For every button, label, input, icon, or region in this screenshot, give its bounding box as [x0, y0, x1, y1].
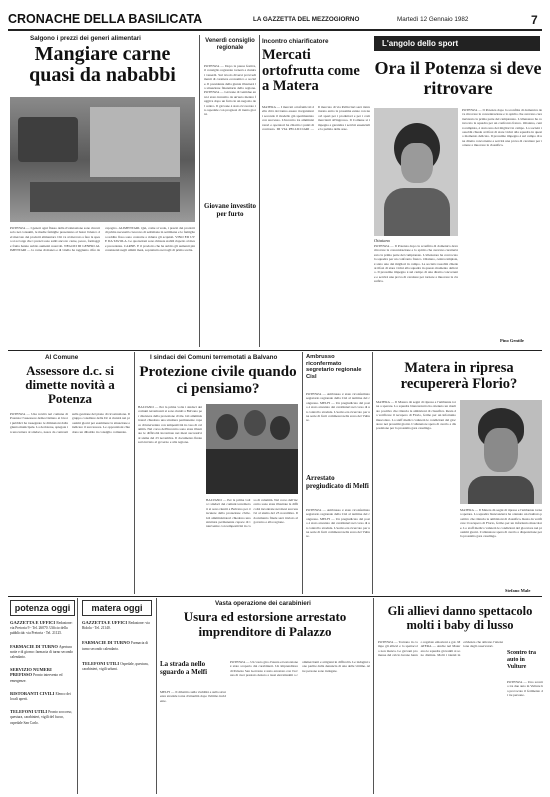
story9-side-body: MELFI — Il dibattito sulla viabilità e sulla sicurezza stradale torna d'attualità dopo l'ultimo incidente.	[160, 690, 226, 703]
story5-kicker: Al Comune	[45, 354, 79, 361]
newspaper-name: LA GAZZETTA DEL MEZZOGIORNO	[253, 16, 360, 23]
story8-body: MATERA — Il Matera dà segni di ripresa e l'ambiente torna a sperare. La squadra biancazzurra ha ottenuto un risultato positivo che rilancia le ambizioni di classifica. Resta da verificare il recupero di Florio, fermo per un infortunio muscolare. Lo staff medico valuterà le condizioni del giocatore nei prossimi giorni. L'allenatore spera di averlo a disposizione per la prossima gara casalinga.	[376, 400, 456, 431]
story3-body: MATERA — I mercati ortofrutticoli della città dovranno essere riorganizzati secondo il modello già sperimentato con successo. L'incontro tra amministratori e operatori ha chiarito i punti di contrasto. DI VIA PELLICCIARI — Il mercato di via Pellicciari sarà ristrutturato entro la prossima estate con nuovi spazi per i produttori e per i commercianti all'ingrosso. Il Comune si impegna a garantire i servizi essenziali e la pulizia delle aree.	[262, 105, 370, 132]
story5-title: Assessore d.c. si dimette novità a Potenza	[25, 363, 115, 406]
story8-body-col2: MATERA — Il Matera dà segni di ripresa e l'ambiente torna a sperare. La squadra biancazzurra ha ottenuto un risultato positivo che rilancia le ambizioni di classifica. Resta da verificare il recupero di Florio, fermo per un infortunio muscolare. Lo staff medico valuterà le condizioni del giocatore nei prossimi giorni. L'allenatore spera di averlo a disposizione per la prossima gara casalinga.	[460, 508, 542, 539]
section-title: CRONACHE DELLA BASILICATA	[8, 12, 203, 26]
story2-kicker: Venerdì consiglio regionale	[205, 38, 255, 51]
story7-body: POTENZA — Ambrusso è stato riconfermato segretario regionale della Cisl al termine del congresso. MELFI — Un pregiudicato del posto è stato arrestato dai carabinieri nel corso di un controllo stradale. L'uomo era ricercato per una serie di furti commessi nella zona del Vulture.	[306, 392, 370, 423]
story4-body: POTENZA — Il Potenza dopo la sconfitta di domenica deve ritrovare la concentrazione e lo spirito che avevano caratterizzato la prima parte del campionato. L'allenatore ha convocato la squadra per un confronto franco. Ottaiano, centrocampista, è stato uno dei migliori in campo. La società rossoblù chiede ai tifosi di stare vicini alla squadra in questo momento delicato. Il prossimo impegno è sul campo di una diretta concorrente e servirà una prova di carattere per tornare a muovere la classifica.	[374, 244, 458, 284]
story7-body-2: POTENZA — Ambrusso è stato riconfermato segretario regionale della Cisl al termine del congresso. MELFI — Un pregiudicato del posto è stato arrestato dai carabinieri nel corso di un controllo stradale. L'uomo era ricercato per una serie di furti commessi nella zona del Vulture.	[306, 508, 370, 539]
story4-title: Ora il Potenza si deve ritrovare	[374, 58, 542, 98]
potenza-oggi-item: SERVIZIO NUMERI PREFISSO Pronto intervento ed emergenze.	[10, 667, 63, 683]
story4-kicker: L'angolo dello sport	[374, 36, 540, 51]
story8-byline: Stefano Male	[505, 588, 531, 593]
potenza-oggi-list	[10, 620, 74, 792]
story2-title: Giovane investito per furto	[204, 202, 256, 218]
story3-title: Mercati ortofrutta come a Matera	[262, 47, 360, 94]
story6-kicker: I sindaci dei Comuni terremotati a Balvano	[150, 354, 278, 361]
story2-body: POTENZA — Dopo la pausa festiva, il consiglio regionale tornerà a riunirsi venerdì. Sul tavolo diversi provvedimenti di carattere economico e sociale. Il presidente della giunta illustrerà la situazione finanziaria della regione. POTENZA — Giovane di ventidue anni è stato investito da un'auto mentre fuggiva dopo un furto in un negozio del centro. Il giovane è stato ricoverato in ospedale con prognosi di trenta giorni.	[204, 64, 256, 117]
story6-body-col2: BALVANO — Per la prima volta i sindaci dei comuni terremotati si sono riuniti a Balvano per discutere della protezione civile. Gli amministratori chiedono una struttura permanente capace di intervenire con tempestività in caso di calamità. Nel corso dell'incontro sono state illustrate le difficoltà incontrate nei mesi successivi al sisma del 23 novembre. Il documento finale sarà inviato al governo e alla regione.	[206, 498, 298, 529]
story4-photo	[374, 108, 458, 236]
story4-body-col: POTENZA — Il Potenza dopo la sconfitta di domenica deve ritrovare la concentrazione e lo spirito che avevano caratterizzato la prima parte del campionato. L'allenatore ha convocato la squadra per un confronto franco. Ottaiano, centrocampista, è stato uno dei migliori in campo. La società rossoblù chiede ai tifosi di stare vicini alla squadra in questo momento delicato. Il prossimo impegno è sul campo di una diretta concorrente e servirà una prova di carattere per tornare a muovere la classifica.	[462, 108, 542, 148]
story1-body: POTENZA — I generi ogni flusso della rivalutazione sono rincari solo nei consumi, le medie famiglie presentano al bazar l'elenco del mercato dei prodotti alimentari. Chi va al mercato a fare la spesa si accorge che i prezzi sono saliti ancora: carne, pesce, formaggi e frutta hanno subito aumenti notevoli. NEGOZI DI GENERI ALIMENTARI — la carne di manzo e di vitello ha raggiunto cifre da capogiro. ALIMENTARI. Qui, come si vede, i prezzi dei prodotti di prima necessità crescono di settimana in settimana e le famiglie a reddito fisso sono costrette a ridurre gli acquisti. VINO ED UVE DA TAVOLA. Le quotazioni sono rimaste stabili rispetto al mese precedente. CARNE. E il prodotto che ha subito gli aumenti più consistenti negli ultimi mesi, soprattutto nei tagli di prima scelta.	[10, 226, 195, 253]
story1-title: Mangiare carne quasi da nababbi	[29, 43, 176, 86]
matera-oggi-list	[82, 620, 152, 792]
potenza-oggi-item: RISTORANTI CIVILI Elenco dei locali aperti.	[10, 690, 71, 702]
story4-photo-caption: Ottaiano	[374, 238, 391, 243]
potenza-oggi-item: GAZZETTA E UFFICI Redazione: via Pretoria 9 - Tel. 26070. Ufficio della pubblicità: via Pretoria - Tel. 21125.	[10, 620, 73, 636]
story3-kicker: Incontro chiarificatore	[262, 38, 329, 45]
story10-title: Gli allievi danno spettacolo molti i baby di lusso	[387, 604, 533, 632]
story1-photo	[10, 97, 195, 222]
page-number: 7	[531, 13, 538, 27]
potenza-oggi-item: TELEFONI UTILI Pronto soccorso, questura, carabinieri, vigili del fuoco, ospedale San Carlo.	[10, 709, 73, 725]
matera-oggi-title: matera oggi	[82, 600, 152, 616]
story7-kicker: Ambrusso riconfermato segretario regionale Cisl	[306, 354, 362, 380]
matera-oggi-item: TELEFONI UTILI Ospedale, questura, carabinieri, vigili urbani.	[82, 660, 149, 672]
issue-date: Martedì 12 Gennaio 1982	[397, 16, 469, 23]
story10-body: POTENZA — Tornano in campo gli allievi e lo spettacolo non manca. Le giovani promesse del calcio lucano hanno regalato emozioni e gol. MATERA — Anche nel Materano le squadre giovanili si sono distinte. Molti i talenti in evidenza che attirano l'attenzione degli osservatori.	[378, 640, 503, 658]
story10-side-body: POTENZA — Uno scontro tra due auto in Vulture ha provocato il ferimento di tre persone.	[507, 680, 543, 698]
story8-photo	[460, 400, 542, 504]
story1-kicker: Salgono i prezzi dei generi alimentari	[30, 35, 141, 42]
story10-side-title: Scontro tra auto in Vulture	[507, 650, 537, 670]
matera-oggi-item: FARMACIE DI TURNO Farmacia di turno secondo calendario.	[82, 640, 149, 651]
story4-byline: Pino Gentile	[500, 338, 524, 343]
potenza-oggi-title: potenza oggi	[10, 600, 75, 616]
story9-body: POTENZA — Un vasto giro d'usura ed estorsione è stato scoperto dai carabinieri. Un imprenditore di Palazzo San Gervasio è stato arrestato con l'accusa di aver prestato denaro a tassi elevatissimi a commercianti e artigiani in difficoltà. Le indagini sono partite dalla denuncia di una delle vittime. Altre persone sono indagate.	[230, 660, 370, 678]
story9-side-title: La strada nello sguardo a Melfi	[160, 660, 208, 676]
story9-kicker: Vasta operazione dei carabinieri	[215, 600, 311, 607]
story6-body: BALVANO — Per la prima volta i sindaci dei comuni terremotati si sono riuniti a Balvano per discutere della protezione civile. Gli amministratori chiedono una struttura permanente capace di intervenire con tempestività in caso di calamità. Nel corso dell'incontro sono state illustrate le difficoltà incontrate nei mesi successivi al sisma del 23 novembre. Il documento finale sarà inviato al governo e alla regione.	[138, 405, 202, 445]
story6-title: Protezione civile quando ci pensiamo?	[139, 364, 297, 397]
masthead-rule	[8, 29, 542, 31]
story5-body: POTENZA — Una novità nel comune di Potenza: l'assessore democristiano ai lavori pubblici ha rassegnato le dimissioni dalla giunta municipale. La decisione, spiegata in una lettera al sindaco, nasce da contrasti sulla gestione del piano di ricostruzione. Il gruppo consiliare della Dc si riunirà nei prossimi giorni per esaminare la situazione e indicare il successore. Le opposizioni chiedono un dibattito in consiglio comunale.	[10, 412, 130, 434]
story9-title: Usura ed estorsione arrestato imprenditore di Palazzo	[183, 609, 347, 639]
story8-title: Matera in ripresa recupererà Florio?	[400, 360, 518, 392]
matera-oggi-item: GAZZETTA E UFFICI Redazione: via Ridola - Tel. 21140.	[82, 620, 150, 631]
potenza-oggi-item: FARMACIE DI TURNO Apertura notte e di giorno: farmacia di turno secondo calendario.	[10, 643, 73, 660]
story7-title: Arrestato pregiudicato di Melfi	[306, 474, 369, 490]
story6-photo	[206, 404, 298, 494]
